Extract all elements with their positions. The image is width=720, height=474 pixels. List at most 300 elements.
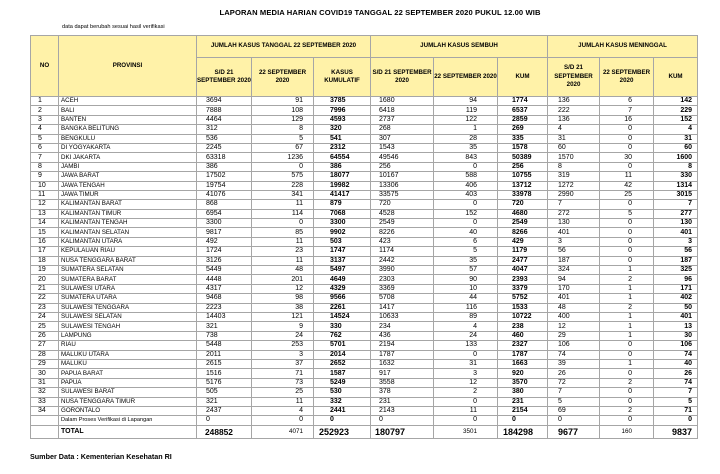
cell-kasus-hari-ini: 23 [252,247,314,256]
cell-kasus-kumulatif: 4649 [314,275,371,284]
header-row-groups [31,36,698,58]
cell-sembuh-sd: 2549 [371,219,434,228]
cell-sembuh-kumulatif: 10755 [498,172,548,181]
header-meninggal-sd: S/D 21 SEPTEMBER 2020 [548,58,600,97]
table-row [31,378,698,387]
cell-kasus-sd: 3126 [197,256,252,265]
header-provinsi: PROVINSI [59,36,197,97]
cell-no: 13 [31,209,59,218]
cell-sembuh-sd: 4528 [371,209,434,218]
cell-sembuh-hari-ini: 57 [434,266,498,275]
cell-sembuh-kumulatif: 2154 [498,406,548,415]
cell-meninggal-hari-ini: 1 [600,266,654,275]
cell-sembuh-kumulatif: 380 [498,388,548,397]
cell-sembuh-kumulatif: 1179 [498,247,548,256]
cell-sembuh-sd: 6418 [371,106,434,115]
cell-kasus-sd: 9468 [197,294,252,303]
cell-meninggal-kumulatif: 8 [654,162,698,171]
table-row [31,312,698,321]
cell-sembuh-kumulatif: 13712 [498,181,548,190]
table-row [31,284,698,293]
cell-meninggal-kumulatif: 7 [654,200,698,209]
table-row [31,237,698,246]
cell-no: 14 [31,219,59,228]
cell-no: 7 [31,153,59,162]
cell-sembuh-hari-ini: 843 [434,153,498,162]
cell-meninggal-hari-ini: 0 [600,341,654,350]
table-row [31,247,698,256]
cell-sembuh-kumulatif: 0 [498,416,548,425]
cell-sembuh-sd: 2737 [371,115,434,124]
cell-sembuh-hari-ini: 5 [434,247,498,256]
cell-provinsi: GORONTALO [59,406,197,415]
cell-no: 3 [31,115,59,124]
total-meninggal-kumulatif: 9837 [654,425,698,438]
cell-kasus-hari-ini: 201 [252,275,314,284]
total-no-cell [31,425,59,438]
cell-kasus-sd: 312 [197,125,252,134]
cell-kasus-hari-ini: 228 [252,181,314,190]
cell-sembuh-sd: 3558 [371,378,434,387]
cell-sembuh-kumulatif: 2393 [498,275,548,284]
cell-kasus-hari-ini: 121 [252,312,314,321]
cell-no: 26 [31,331,59,340]
cell-sembuh-kumulatif: 8266 [498,228,548,237]
cell-sembuh-sd: 378 [371,388,434,397]
cell-meninggal-hari-ini: 0 [600,228,654,237]
cell-meninggal-sd: 74 [548,350,600,359]
cell-sembuh-kumulatif: 238 [498,322,548,331]
cell-sembuh-hari-ini: 119 [434,106,498,115]
cell-kasus-hari-ini: 98 [252,294,314,303]
cell-sembuh-hari-ini: 116 [434,303,498,312]
cell-meninggal-hari-ini: 0 [600,256,654,265]
table-row [31,181,698,190]
cell-no: 1 [31,97,59,106]
table-row [31,219,698,228]
cell-kasus-sd: 738 [197,331,252,340]
cell-sembuh-kumulatif: 5752 [498,294,548,303]
cell-kasus-kumulatif: 14524 [314,312,371,321]
cell-provinsi: BENGKULU [59,134,197,143]
cell-no: 29 [31,359,59,368]
cell-kasus-kumulatif: 5497 [314,266,371,275]
cell-sembuh-kumulatif: 4680 [498,209,548,218]
cell-kasus-kumulatif: 879 [314,200,371,209]
table-row [31,125,698,134]
cell-sembuh-sd: 10167 [371,172,434,181]
cell-kasus-sd: 492 [197,237,252,246]
cell-kasus-hari-ini: 25 [252,388,314,397]
cell-no: 28 [31,350,59,359]
cell-kasus-hari-ini: 5 [252,134,314,143]
cell-sembuh-sd: 13306 [371,181,434,190]
cell-sembuh-kumulatif: 10722 [498,312,548,321]
cell-meninggal-kumulatif: 187 [654,256,698,265]
cell-sembuh-hari-ini: 2 [434,388,498,397]
cell-sembuh-hari-ini: 403 [434,190,498,199]
cell-meninggal-hari-ini: 0 [600,162,654,171]
cell-meninggal-kumulatif: 401 [654,228,698,237]
cell-sembuh-hari-ini: 406 [434,181,498,190]
cell-sembuh-kumulatif: 4047 [498,266,548,275]
data-source-note: Sumber Data : Kementerian Kesehatan RI [30,452,172,461]
cell-meninggal-hari-ini: 1 [600,322,654,331]
cell-kasus-hari-ini: 8 [252,125,314,134]
cell-no: 27 [31,341,59,350]
table-row [31,200,698,209]
cell-meninggal-sd: 94 [548,275,600,284]
table-row [31,153,698,162]
cell-sembuh-hari-ini: 1 [434,125,498,134]
cell-meninggal-sd: 106 [548,341,600,350]
cell-kasus-sd: 4448 [197,275,252,284]
cell-kasus-kumulatif: 19982 [314,181,371,190]
cell-meninggal-sd: 69 [548,406,600,415]
cell-sembuh-hari-ini: 0 [434,219,498,228]
cell-no: 10 [31,181,59,190]
report-note: data dapat berubah sesuai hasil verifikasi [62,24,165,30]
cell-sembuh-kumulatif: 335 [498,134,548,143]
cell-meninggal-hari-ini: 0 [600,247,654,256]
cell-no: 23 [31,303,59,312]
cell-sembuh-hari-ini: 90 [434,275,498,284]
cell-meninggal-hari-ini: 11 [600,172,654,181]
cell-provinsi: JAWA TIMUR [59,190,197,199]
cell-kasus-sd: 3300 [197,219,252,228]
cell-kasus-sd: 2011 [197,350,252,359]
cell-meninggal-hari-ini: 25 [600,190,654,199]
cell-meninggal-kumulatif: 3015 [654,190,698,199]
cell-kasus-kumulatif: 64554 [314,153,371,162]
cell-sembuh-sd: 1174 [371,247,434,256]
cell-no: 34 [31,406,59,415]
cell-provinsi: KALIMANTAN BARAT [59,200,197,209]
cell-sembuh-hari-ini: 133 [434,341,498,350]
cell-meninggal-kumulatif: 401 [654,312,698,321]
cell-meninggal-hari-ini: 0 [600,416,654,425]
cell-meninggal-sd: 222 [548,106,600,115]
cell-no: 32 [31,388,59,397]
cell-provinsi: ACEH [59,97,197,106]
cell-kasus-sd: 0 [197,416,252,425]
cell-sembuh-sd: 5708 [371,294,434,303]
cell-sembuh-sd: 2442 [371,256,434,265]
cell-sembuh-hari-ini: 122 [434,115,498,124]
cell-kasus-hari-ini: 11 [252,397,314,406]
group-header-meninggal: JUMLAH KASUS MENINGGAL [548,36,698,58]
cell-sembuh-hari-ini: 35 [434,256,498,265]
group-header-kasus: JUMLAH KASUS TANGGAL 22 SEPTEMBER 2020 [197,36,371,58]
cell-provinsi: SULAWESI TENGGARA [59,303,197,312]
cell-meninggal-kumulatif: 96 [654,275,698,284]
cell-sembuh-sd: 720 [371,200,434,209]
cell-kasus-kumulatif: 7068 [314,209,371,218]
cell-meninggal-hari-ini: 5 [600,209,654,218]
cell-kasus-kumulatif: 541 [314,134,371,143]
cell-sembuh-kumulatif: 720 [498,200,548,209]
cell-meninggal-sd: 187 [548,256,600,265]
cell-meninggal-kumulatif: 402 [654,294,698,303]
cell-meninggal-hari-ini: 0 [600,350,654,359]
cell-provinsi: SULAWESI SELATAN [59,312,197,321]
cell-sembuh-kumulatif: 2327 [498,341,548,350]
cell-kasus-hari-ini: 341 [252,190,314,199]
cell-kasus-kumulatif: 9566 [314,294,371,303]
header-sembuh-hari-ini: 22 SEPTEMBER 2020 [434,58,498,97]
cell-sembuh-kumulatif: 460 [498,331,548,340]
cell-kasus-hari-ini: 37 [252,359,314,368]
cell-kasus-kumulatif: 330 [314,322,371,331]
header-sembuh-kumulatif: KUM [498,58,548,97]
cell-provinsi: RIAU [59,341,197,350]
cell-sembuh-sd: 2303 [371,275,434,284]
cell-provinsi: BANGKA BELITUNG [59,125,197,134]
cell-no: 33 [31,397,59,406]
cell-kasus-kumulatif: 1747 [314,247,371,256]
cell-no: 9 [31,172,59,181]
cell-kasus-sd: 6954 [197,209,252,218]
cell-meninggal-sd: 400 [548,312,600,321]
cell-meninggal-hari-ini: 0 [600,200,654,209]
cell-kasus-kumulatif: 320 [314,125,371,134]
cell-no [31,416,59,425]
cell-kasus-hari-ini: 11 [252,237,314,246]
cell-kasus-hari-ini: 38 [252,303,314,312]
cell-kasus-sd: 5176 [197,378,252,387]
cell-sembuh-hari-ini: 89 [434,312,498,321]
cell-sembuh-hari-ini: 44 [434,294,498,303]
cell-sembuh-hari-ini: 31 [434,359,498,368]
table-row [31,106,698,115]
cell-no: 2 [31,106,59,115]
cell-meninggal-sd: 319 [548,172,600,181]
cell-no: 16 [31,237,59,246]
cell-no: 25 [31,322,59,331]
cell-meninggal-kumulatif: 130 [654,219,698,228]
cell-kasus-sd: 4317 [197,284,252,293]
cell-meninggal-hari-ini: 1 [600,294,654,303]
cell-meninggal-sd: 1570 [548,153,600,162]
cell-meninggal-sd: 31 [548,134,600,143]
cell-kasus-kumulatif: 5701 [314,341,371,350]
cell-provinsi: KEPULAUAN RIAU [59,247,197,256]
table-row [31,115,698,124]
cell-kasus-kumulatif: 503 [314,237,371,246]
cell-kasus-hari-ini: 3 [252,350,314,359]
cell-sembuh-hari-ini: 0 [434,200,498,209]
cell-meninggal-hari-ini: 0 [600,397,654,406]
cell-sembuh-hari-ini: 35 [434,143,498,152]
cell-meninggal-sd: 401 [548,228,600,237]
cell-meninggal-kumulatif: 74 [654,378,698,387]
cell-sembuh-sd: 256 [371,162,434,171]
cell-kasus-hari-ini: 48 [252,266,314,275]
cell-kasus-sd: 1724 [197,247,252,256]
cell-meninggal-sd: 1272 [548,181,600,190]
cell-meninggal-kumulatif: 31 [654,134,698,143]
cell-meninggal-kumulatif: 4 [654,125,698,134]
cell-sembuh-sd: 3990 [371,266,434,275]
cell-kasus-kumulatif: 386 [314,162,371,171]
total-kasus-hari-ini: 4071 [252,425,314,438]
cell-meninggal-kumulatif: 71 [654,406,698,415]
header-meninggal-kumulatif: KUM [654,58,698,97]
cell-kasus-hari-ini: 73 [252,378,314,387]
cell-meninggal-sd: 2990 [548,190,600,199]
cell-meninggal-kumulatif: 106 [654,341,698,350]
cell-kasus-kumulatif: 762 [314,331,371,340]
cell-sembuh-hari-ini: 0 [434,162,498,171]
cell-kasus-hari-ini: 24 [252,331,314,340]
cell-sembuh-kumulatif: 1578 [498,143,548,152]
cell-kasus-kumulatif: 332 [314,397,371,406]
cell-kasus-sd: 19754 [197,181,252,190]
cell-meninggal-kumulatif: 171 [654,284,698,293]
cell-meninggal-sd: 48 [548,303,600,312]
cell-no: 31 [31,378,59,387]
table-row [31,97,698,106]
cell-kasus-hari-ini: 0 [252,416,314,425]
cell-no: 17 [31,247,59,256]
cell-sembuh-hari-ini: 0 [434,397,498,406]
cell-no: 24 [31,312,59,321]
cell-sembuh-sd: 917 [371,369,434,378]
cell-meninggal-kumulatif: 26 [654,369,698,378]
table-row [31,190,698,199]
cell-provinsi: NUSA TENGGARA TIMUR [59,397,197,406]
cell-meninggal-sd: 272 [548,209,600,218]
cell-sembuh-kumulatif: 429 [498,237,548,246]
header-meninggal-hari-ini: 22 SEPTEMBER 2020 [600,58,654,97]
cell-sembuh-hari-ini: 3 [434,369,498,378]
cell-sembuh-kumulatif: 50389 [498,153,548,162]
table-row [31,303,698,312]
cell-sembuh-kumulatif: 269 [498,125,548,134]
cell-kasus-kumulatif: 18077 [314,172,371,181]
cell-sembuh-hari-ini: 152 [434,209,498,218]
cell-no: 21 [31,284,59,293]
cell-provinsi: KALIMANTAN UTARA [59,237,197,246]
table-row [31,209,698,218]
cell-no: 5 [31,134,59,143]
cell-kasus-hari-ini: 575 [252,172,314,181]
cell-kasus-kumulatif: 1587 [314,369,371,378]
table-row [31,275,698,284]
table-row [31,322,698,331]
cell-provinsi: PAPUA BARAT [59,369,197,378]
cell-sembuh-hari-ini: 0 [434,350,498,359]
cell-meninggal-sd: 7 [548,200,600,209]
cell-sembuh-kumulatif: 1533 [498,303,548,312]
cell-meninggal-sd: 56 [548,247,600,256]
cell-provinsi: JAMBI [59,162,197,171]
cell-sembuh-sd: 234 [371,322,434,331]
cell-meninggal-hari-ini: 1 [600,284,654,293]
cell-no: 18 [31,256,59,265]
total-row [31,425,698,438]
cell-no: 30 [31,369,59,378]
cell-provinsi: MALUKU [59,359,197,368]
cell-kasus-sd: 5449 [197,266,252,275]
cell-provinsi: MALUKU UTARA [59,350,197,359]
cell-meninggal-kumulatif: 142 [654,97,698,106]
cell-kasus-sd: 868 [197,200,252,209]
cell-no: 19 [31,266,59,275]
cell-meninggal-hari-ini: 30 [600,153,654,162]
cell-kasus-sd: 9817 [197,228,252,237]
cell-meninggal-sd: 130 [548,219,600,228]
cell-kasus-kumulatif: 2261 [314,303,371,312]
cell-meninggal-sd: 8 [548,162,600,171]
cell-sembuh-sd: 49546 [371,153,434,162]
cell-sembuh-kumulatif: 2859 [498,115,548,124]
cell-kasus-hari-ini: 1236 [252,153,314,162]
cell-provinsi: KALIMANTAN TIMUR [59,209,197,218]
cell-kasus-hari-ini: 11 [252,256,314,265]
cell-sembuh-kumulatif: 6537 [498,106,548,115]
cell-meninggal-kumulatif: 40 [654,359,698,368]
cell-meninggal-hari-ini: 16 [600,115,654,124]
cell-kasus-kumulatif: 3785 [314,97,371,106]
cell-sembuh-hari-ini: 588 [434,172,498,181]
cell-no: 11 [31,190,59,199]
group-header-sembuh: JUMLAH KASUS SEMBUH [371,36,548,58]
table-row [31,266,698,275]
cell-kasus-sd: 2437 [197,406,252,415]
cell-meninggal-kumulatif: 0 [654,416,698,425]
cell-meninggal-kumulatif: 277 [654,209,698,218]
cell-meninggal-hari-ini: 2 [600,303,654,312]
header-kasus-sd: S/D 21 SEPTEMBER 2020 [197,58,252,97]
cell-kasus-hari-ini: 4 [252,406,314,415]
cell-kasus-kumulatif: 2652 [314,359,371,368]
cell-kasus-kumulatif: 41417 [314,190,371,199]
table-row [31,228,698,237]
cell-kasus-sd: 2615 [197,359,252,368]
covid-cases-table [30,35,698,439]
cell-provinsi: SUMATERA UTARA [59,294,197,303]
cell-meninggal-kumulatif: 60 [654,143,698,152]
cell-meninggal-kumulatif: 325 [654,266,698,275]
cell-meninggal-kumulatif: 7 [654,388,698,397]
cell-sembuh-hari-ini: 94 [434,97,498,106]
cell-kasus-kumulatif: 530 [314,388,371,397]
cell-kasus-hari-ini: 129 [252,115,314,124]
cell-kasus-sd: 505 [197,388,252,397]
cell-sembuh-sd: 307 [371,134,434,143]
cell-kasus-hari-ini: 91 [252,97,314,106]
report-title: LAPORAN MEDIA HARIAN COVID19 TANGGAL 22 SEPTEMBER 2020 PUKUL 12.00 WIB [219,8,541,17]
cell-meninggal-kumulatif: 56 [654,247,698,256]
cell-sembuh-sd: 10633 [371,312,434,321]
cell-provinsi: KALIMANTAN TENGAH [59,219,197,228]
cell-sembuh-sd: 1632 [371,359,434,368]
cell-kasus-kumulatif: 5249 [314,378,371,387]
header-no: NO [31,36,59,97]
table-row [31,172,698,181]
cell-meninggal-hari-ini: 0 [600,143,654,152]
table-row [31,350,698,359]
cell-meninggal-hari-ini: 6 [600,97,654,106]
cell-provinsi: BALI [59,106,197,115]
cell-sembuh-kumulatif: 1787 [498,350,548,359]
cell-meninggal-kumulatif: 74 [654,350,698,359]
cell-kasus-kumulatif: 0 [314,416,371,425]
cell-sembuh-hari-ini: 40 [434,228,498,237]
cell-meninggal-sd: 7 [548,388,600,397]
cell-sembuh-kumulatif: 231 [498,397,548,406]
